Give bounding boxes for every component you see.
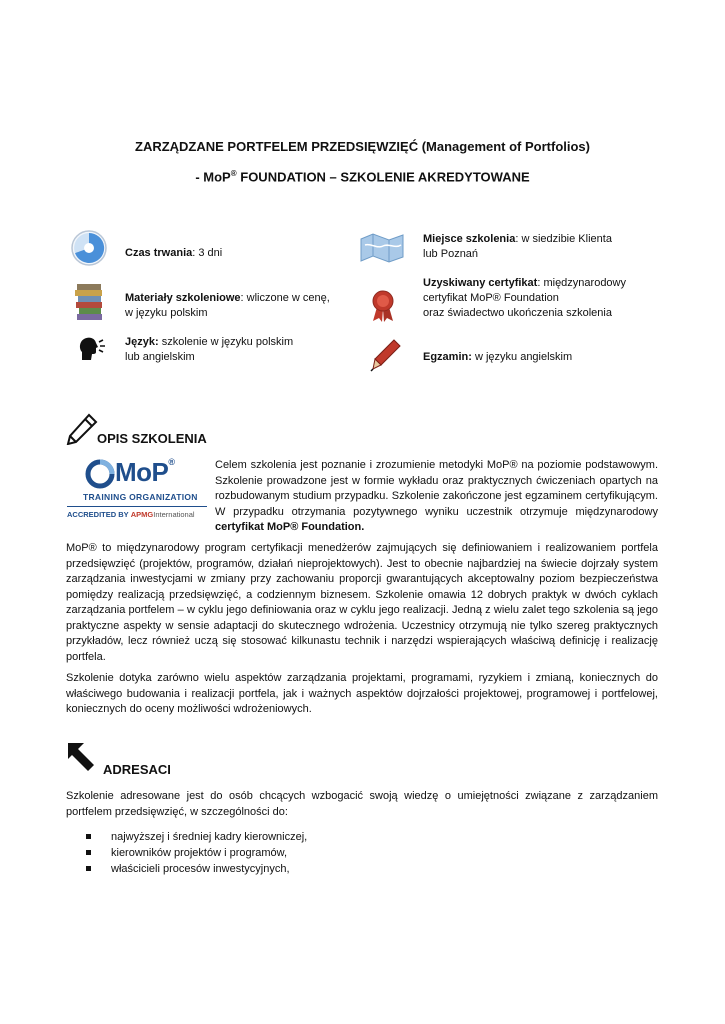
pen-icon	[370, 338, 402, 372]
opis-heading: OPIS SZKOLENIA	[97, 431, 207, 446]
exam-label: Egzamin:	[423, 351, 472, 363]
location-line-1	[423, 232, 612, 247]
language-line-2: lub angielskim	[125, 351, 195, 363]
list-item: najwyższej i średniej kadry kierowniczej,	[86, 829, 646, 845]
certificate-line-1	[423, 276, 626, 291]
language-info	[125, 335, 293, 365]
opis-paragraph-2: Szkolenie dotyka zarówno wielu aspektów zarządzania projektami, programami, ryzykiem i zmianą, koniecznych do właściwego budowania i realizacji portfela, jak i ważnych aspektów dojrzałości projektowej, programowej i portfelowej, koniecznych do oceny możliwości wdrożeniowych.	[66, 672, 658, 715]
opis-paragraph-1: MoP® to międzynarodowy program certyfikacji menedżerów zajmujących się definiowaniem i realizowaniem portfela przedsięwzięć (projektów, programów, działań nieprojektowych). Jest to obecnie najbardziej na świecie dojrzały system zarządzania inwestycjami w zmiany przy zachowaniu proporcji gwarantujących akceptowalny poziom bezpieczeństwa pomiędzy realizacją przedsięwzięć, a codziennym biznesem. Szkolenie omawia 12 dobrych praktyk w dwóch cyklach zarządzania portfelem – w cyklu jego definiowania oraz w cyklu jego realizacji. Jedną z wielu zalet tego szkolenia są jego praktyczne aspekty w sensie adaptacji do skutecznego wdrożenia. Uczestnicy otrzymują nie tylko szereg praktycznych przykładów, lecz również uczą się stosować kilkunastu technik i narzędzi wspierających właściwą definicję i realizację portfela.	[66, 542, 658, 663]
language-label: Język:	[125, 336, 159, 348]
materials-value: : wliczone w cenę,	[240, 292, 330, 304]
materials-info	[125, 291, 330, 321]
language-line-1	[125, 335, 293, 350]
adresaci-heading: ADRESACI	[103, 762, 171, 777]
arrow-up-left-icon	[66, 741, 96, 773]
materials-line-2: w języku polskim	[125, 307, 208, 319]
apmg-international: International	[153, 510, 195, 519]
mop-logo-accredited	[67, 510, 195, 519]
certificate-label: Uzyskiwany certyfikat	[423, 277, 538, 289]
mop-logo-subtitle: TRAINING ORGANIZATION	[83, 492, 198, 502]
map-icon	[359, 231, 405, 265]
duration-value: : 3 dni	[192, 247, 223, 259]
subtitle-reg-mark: ®	[230, 169, 237, 178]
certificate-info	[423, 276, 626, 321]
adresaci-intro: Szkolenie adresowane jest do osób chcących wzbogacić swoją wiedzę o umiejętności związane z zarządzaniem portfelem przedsięwzięć, w szczególności do:	[66, 790, 658, 818]
certificate-line-2: certyfikat MoP® Foundation	[423, 292, 559, 304]
duration-label: Czas trwania	[125, 247, 193, 259]
certificate-value: : międzynarodowy	[537, 277, 626, 289]
adresaci-list	[86, 829, 646, 877]
opis-intro-bold: certyfikat MoP® Foundation.	[215, 521, 365, 533]
speaking-head-icon	[78, 336, 106, 362]
duration-info	[125, 246, 222, 261]
location-info	[423, 232, 612, 262]
page-subtitle	[0, 169, 725, 184]
language-value: szkolenie w języku polskim	[158, 336, 294, 348]
mop-logo-divider	[67, 506, 207, 507]
books-icon	[73, 282, 105, 322]
subtitle-prefix: - MoP	[195, 169, 231, 185]
mop-logo-text	[115, 457, 175, 488]
location-label: Miejsce szkolenia	[423, 233, 516, 245]
mop-logo-ring-icon	[85, 459, 115, 489]
opis-intro	[215, 458, 658, 536]
subtitle-suffix: FOUNDATION – SZKOLENIE AKREDYTOWANE	[236, 169, 530, 185]
page-title: ZARZĄDZANE PORTFELEM PRZEDSIĘWZIĘĆ (Management of Portfolios)	[135, 139, 590, 154]
apmg-text: APMG	[130, 510, 154, 519]
exam-value: w języku angielskim	[471, 351, 573, 363]
opis-intro-text: Celem szkolenia jest poznanie i zrozumienie metodyki MoP® na poziomie podstawowym. Szkolenie prowadzone jest w formie wykładu oraz praktycznych ćwiczeniach opartych na rozbudowanym studium przypadku. Szkolenie zakończone jest egzaminem certyfikującym. W przypadku otrzymania pozytywnego wyniku uczestnik otrzymuje międzynarodowy	[215, 459, 658, 518]
materials-line-1	[125, 291, 330, 306]
location-value: : w siedzibie Klienta	[515, 233, 612, 245]
clock-icon	[70, 229, 108, 267]
mop-logo-accredited-by: ACCREDITED BY	[67, 510, 129, 519]
list-item: właścicieli procesów inwestycyjnych,	[86, 861, 646, 877]
location-line-2: lub Poznań	[423, 248, 479, 260]
mop-logo	[67, 457, 207, 525]
certificate-line-3: oraz świadectwo ukończenia szkolenia	[423, 307, 612, 319]
mop-logo-reg: ®	[168, 457, 175, 467]
mop-logo-brand: MoP	[115, 457, 169, 487]
exam-info	[423, 350, 572, 365]
list-item: kierowników projektów i programów,	[86, 845, 646, 861]
pencil-icon	[64, 413, 98, 445]
medal-icon	[370, 289, 396, 323]
materials-label: Materiały szkoleniowe	[125, 292, 241, 304]
